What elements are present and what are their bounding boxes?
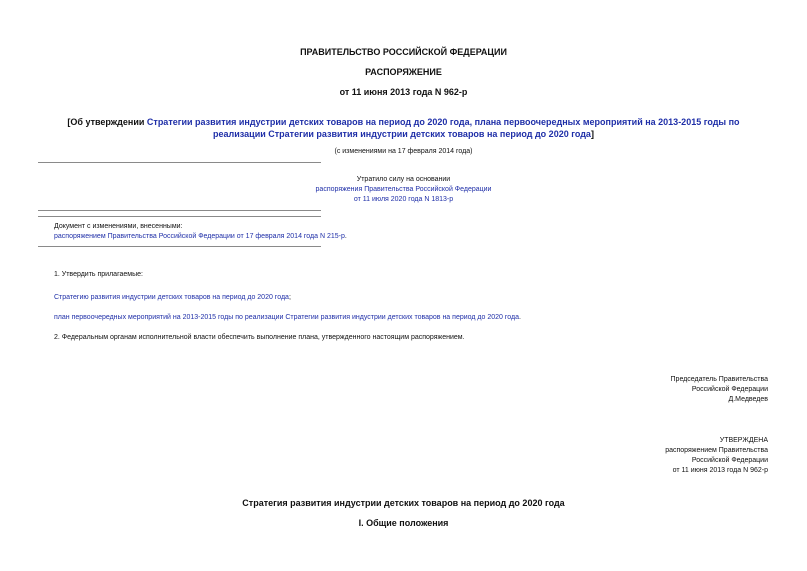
approval-line-2: распоряжением Правительства [665, 447, 768, 454]
government-heading: ПРАВИТЕЛЬСТВО РОССИЙСКОЙ ФЕДЕРАЦИИ [300, 47, 507, 57]
repeal-block [250, 175, 557, 205]
body-item-2: 2. Федеральным органам исполнительной власти обеспечить выполнение плана, утвержденного настоящим распоряжением. [54, 334, 465, 341]
body-item-1-a: Стратегию развития индустрии детских товаров на период до 2020 года; [54, 294, 291, 301]
document-title [40, 116, 767, 140]
changes-block [54, 222, 574, 242]
title-prefix: Об утверждении [70, 117, 147, 127]
divider-3 [38, 216, 321, 217]
strategy-link[interactable]: Стратегию развития индустрии детских товаров на период до 2020 года [54, 294, 289, 301]
approval-heading: УТВЕРЖДЕНА [719, 437, 768, 444]
document-type-heading: РАСПОРЯЖЕНИЕ [365, 67, 442, 77]
document-date-number: от 11 июня 2013 года N 962-р [339, 87, 468, 97]
chapter-heading: I. Общие положения [358, 518, 449, 528]
signature-country: Российской Федерации [691, 386, 768, 393]
changes-label: Документ с изменениями, внесенными: [54, 223, 183, 230]
title-link[interactable]: Стратегии развития индустрии детских товаров на период до 2020 года, плана первоочередных мероприятий на 2013-2015 годы по реализации Стратегии развития индустрии детских товаров на период до 2020 года [146, 117, 740, 139]
repeal-link-line-2[interactable]: от 11 июля 2020 года N 1813-р [353, 196, 454, 203]
signature-name: Д.Медведев [728, 396, 768, 403]
body-item-1: 1. Утвердить прилагаемые: [54, 271, 143, 278]
approval-block [520, 436, 768, 476]
divider-1 [38, 162, 321, 163]
title-bracket-open: [ [67, 117, 71, 127]
amendment-note: (с изменениями на 17 февраля 2014 года) [334, 148, 473, 155]
changes-link[interactable]: распоряжением Правительства Российской Федерации от 17 февраля 2014 года N 215-р [54, 233, 345, 240]
approval-line-3: Российской Федерации [691, 457, 768, 464]
body-item-1-b: план первоочередных мероприятий на 2013-2015 годы по реализации Стратегии развития индустрии детских товаров на период до 2020 года. [54, 314, 521, 321]
divider-2 [38, 210, 321, 211]
signature-position: Председатель Правительства [670, 376, 768, 383]
changes-suffix: . [344, 233, 347, 240]
signature-block [520, 375, 768, 405]
repeal-text: Утратило силу на основании [356, 176, 451, 183]
approval-line-4: от 11 июня 2013 года N 962-р [672, 467, 768, 474]
divider-4 [38, 246, 321, 247]
title-bracket-close: ] [590, 129, 594, 139]
strategy-heading: Стратегия развития индустрии детских товаров на период до 2020 года [242, 498, 565, 508]
repeal-link-line-1[interactable]: распоряжения Правительства Российской Федерации [315, 186, 492, 193]
plan-link[interactable]: план первоочередных мероприятий на 2013-2015 годы по реализации Стратегии развития индустрии детских товаров на период до 2020 года [54, 314, 519, 321]
